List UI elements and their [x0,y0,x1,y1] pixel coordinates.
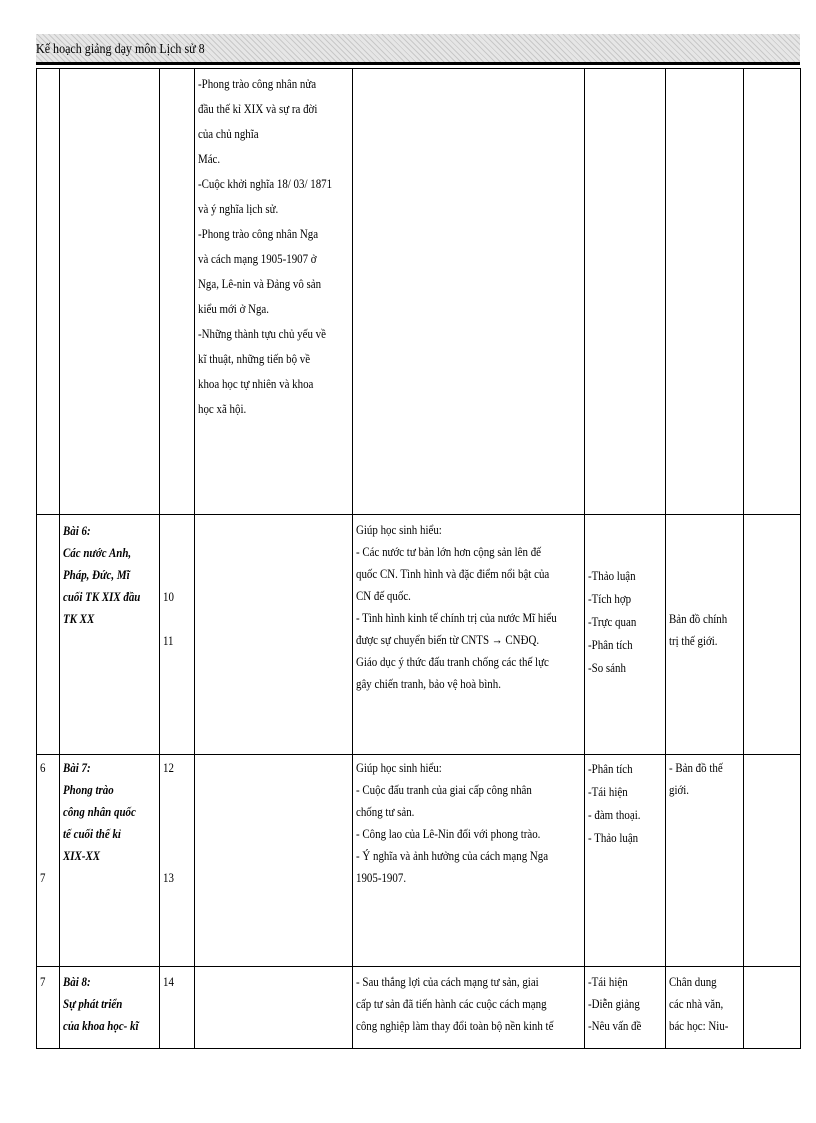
methods-cell [585,515,666,755]
objective-line: - Các nước tư bản lớn hơn cộng sản lên đế [356,544,542,559]
objectives-cell [353,515,585,755]
objectives-cell [353,967,585,1049]
period-cell [160,755,195,967]
method-item: -Phân tích [588,637,633,652]
period-cell [160,967,195,1049]
objective-line: - Công lao của Lê-Nin đối với phong trào. [356,826,541,841]
header-title: Kế hoạch giảng dạy môn Lịch sử 8 [36,42,205,57]
objective-line: Giúp học sinh hiểu: [356,522,442,537]
method-item: -Tái hiện [588,784,628,799]
material-line: Chân dung [669,974,717,989]
methods-cell [585,755,666,967]
method-item: -Diễn giảng [588,996,640,1011]
notes-cell [744,515,801,755]
content-line: -Những thành tựu chủ yếu về [198,326,326,341]
period-number: 14 [163,974,174,989]
content-line: của chủ nghĩa [198,126,259,141]
week-number: 6 [40,760,46,775]
lesson-line: Các nước Anh, [63,545,132,560]
content-line: Nga, Lê-nin và Đảng vô sản [198,276,322,291]
lesson-line: công nhân quốc [63,804,136,819]
content-line: -Phong trào công nhân Nga [198,226,319,241]
objective-line: 1905-1907. [356,870,407,885]
material-line: Bản đồ chính [669,611,728,626]
table-row [37,69,801,515]
lesson-line: XIX-XX [63,848,101,863]
lesson-plan-table [36,68,801,1049]
material-line: các nhà văn, [669,996,724,1011]
lesson-line: Pháp, Đức, Mĩ [63,567,130,582]
objective-line: được sự chuyển biến từ CNTS → CNĐQ. [356,632,540,647]
objective-line: - Tình hình kinh tế chính trị của nước Mĩ hiểu [356,610,557,625]
page-header [36,34,800,65]
content-line: kiểu mới ở Nga. [198,301,269,316]
material-line: trị thế giới. [669,633,718,648]
objective-line: quốc CN. Tình hình và đặc điểm nổi bật của [356,566,550,581]
content-cell [195,755,353,967]
method-item: -Phân tích [588,761,633,776]
materials-cell [666,515,744,755]
method-item: - đàm thoại. [588,807,641,822]
material-line: giới. [669,782,690,797]
lesson-line: của khoa học- kĩ [63,1018,139,1033]
method-item: -Nêu vấn đề [588,1018,642,1033]
objective-line: gây chiến tranh, bảo vệ hoà bình. [356,676,501,691]
content-line: và cách mạng 1905-1907 ở [198,251,317,266]
material-line: bác học: Niu- [669,1018,729,1033]
lesson-cell [60,515,160,755]
table-row [37,515,801,755]
objective-line: - Cuộc đấu tranh của giai cấp công nhân [356,782,532,797]
method-item: - Thảo luận [588,830,639,845]
objectives-cell [353,755,585,967]
method-item: -So sánh [588,660,626,675]
objective-line: CN đế quốc. [356,588,411,603]
content-line: học xã hội. [198,401,247,416]
content-line: đầu thế kỉ XIX và sự ra đời [198,101,318,116]
objective-line: cấp tư sản đã tiến hành các cuộc cách mạng [356,996,547,1011]
lesson-line: Bài 7: [63,760,91,775]
lesson-cell [60,69,160,515]
week-cell [37,967,60,1049]
lesson-line: Bài 6: [63,523,91,538]
notes-cell [744,69,801,515]
lesson-cell [60,967,160,1049]
content-cell [195,515,353,755]
methods-cell [585,69,666,515]
week-number: 7 [40,870,46,885]
materials-cell [666,69,744,515]
method-item: -Trực quan [588,614,637,629]
week-cell [37,69,60,515]
content-cell [195,967,353,1049]
lesson-line: Phong trào [63,782,114,797]
content-cell [195,69,353,515]
content-line: -Cuộc khởi nghĩa 18/ 03/ 1871 [198,176,333,191]
lesson-line: tế cuối thế kỉ [63,826,121,841]
period-cell [160,515,195,755]
objective-line: công nghiệp làm thay đổi toàn bộ nền kinh tế [356,1018,554,1033]
week-number: 7 [40,974,46,989]
notes-cell [744,967,801,1049]
lesson-line: cuối TK XIX đầu [63,589,141,604]
materials-cell [666,755,744,967]
period-number: 13 [163,870,174,885]
content-line: và ý nghĩa lịch sử. [198,201,279,216]
content-line: -Phong trào công nhân nửa [198,76,317,91]
objective-line: - Sau thắng lợi của cách mạng tư sản, giai [356,974,539,989]
objective-line: - Ý nghĩa và ảnh hưởng của cách mạng Nga [356,848,549,863]
objective-line: Giúp học sinh hiểu: [356,760,442,775]
period-number: 11 [163,633,174,648]
methods-cell [585,967,666,1049]
lesson-line: Bài 8: [63,974,91,989]
lesson-cell [60,755,160,967]
materials-cell [666,967,744,1049]
lesson-line: Sự phát triển [63,996,123,1011]
period-cell [160,69,195,515]
notes-cell [744,755,801,967]
objective-line: Giáo dục ý thức đấu tranh chống các thế lực [356,654,549,669]
objectives-cell [353,69,585,515]
content-line: khoa học tự nhiên và khoa [198,376,314,391]
content-line: kĩ thuật, những tiến bộ về [198,351,311,366]
table-row [37,755,801,967]
lesson-line: TK XX [63,611,95,626]
period-number: 12 [163,760,174,775]
method-item: -Tích hợp [588,591,632,606]
material-line: - Bản đồ thế [669,760,723,775]
period-number: 10 [163,589,174,604]
content-line: Mác. [198,151,221,166]
objective-line: chống tư sản. [356,804,415,819]
table-row [37,967,801,1049]
week-cell [37,515,60,755]
method-item: -Tái hiện [588,974,628,989]
method-item: -Thảo luận [588,568,636,583]
week-cell [37,755,60,967]
